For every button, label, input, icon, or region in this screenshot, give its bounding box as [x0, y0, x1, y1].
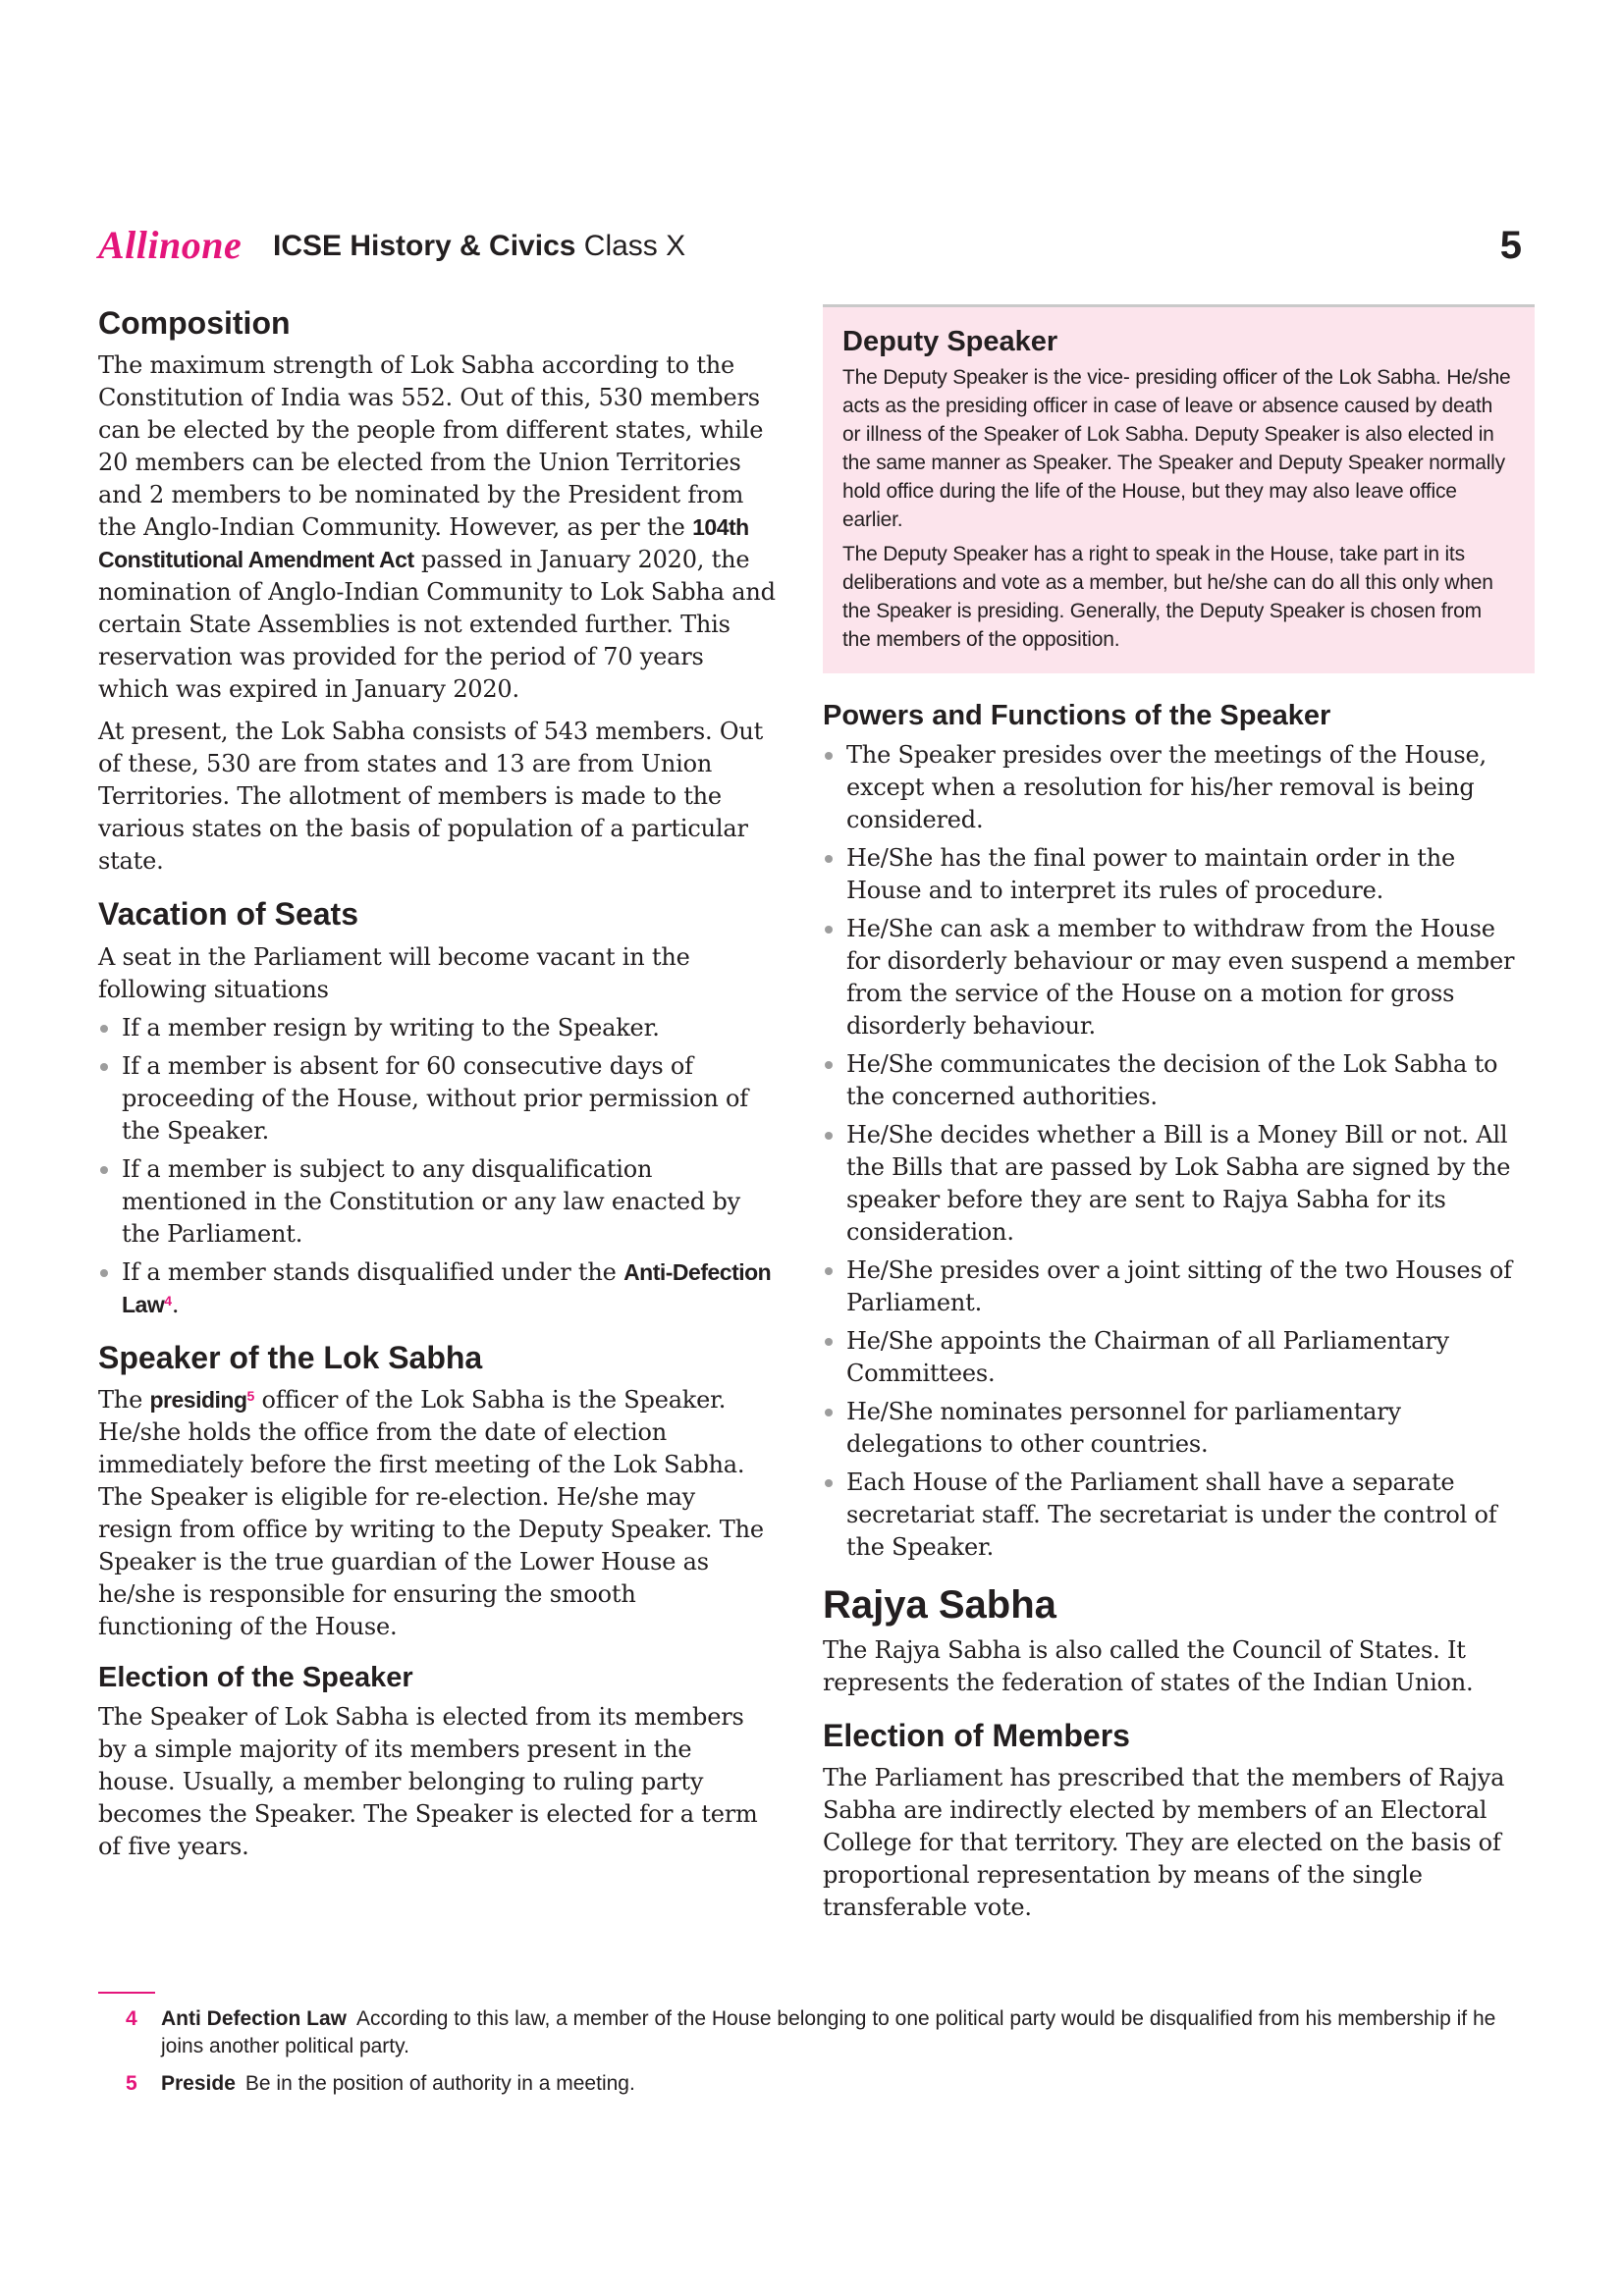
list-item: He/She presides over a joint sitting of the two Houses of Parliament.: [823, 1255, 1535, 1319]
footnote-text: According to this law, a member of the House belonging to one political party would be disqualified from his membership if he joins another political party.: [161, 2007, 1496, 2057]
composition-paragraph-1: The maximum strength of Lok Sabha according to the Constitution of India was 552. Out of this, 530 members can be elected by the people from different states, while 20 members can be elected from the Union Territories and 2 members to be nominated by the President from the Anglo-Indian Community. However, as per the 104th Constitutional Amendment Act passed in January 2020, the nomination of Anglo-Indian Community to Lok Sabha and certain State Assemblies is not extended further. This reservation was provided for the period of 70 years which was expired in January 2020.: [98, 351, 776, 704]
speaker-heading: Speaker of the Lok Sabha: [98, 1339, 483, 1375]
footnote-5: [126, 2070, 1520, 2098]
brand-logo: Allinone: [98, 223, 243, 267]
election-members-heading: Election of Members: [823, 1717, 1130, 1753]
footnote-term: Anti Defection Law: [161, 2007, 348, 2030]
footnotes: [126, 2005, 1520, 2108]
list-item: He/She can ask a member to withdraw from the House for disorderly behaviour or may even suspend a member from the service of the House on a motion for gross disorderly behaviour.: [823, 913, 1535, 1042]
deputy-paragraph-1: The Deputy Speaker is the vice- presiding officer of the Lok Sabha. He/she acts as the presiding officer in case of leave or absence caused by death or illness of the Speaker of Lok Sabha. Deputy Speaker is also elected in the same manner as Speaker. The Speaker and Deputy Speaker normally hold office during the life of the House, but they may also leave office earlier.: [842, 365, 1511, 531]
page-header: [98, 222, 1532, 281]
list-item: He/She decides whether a Bill is a Money Bill or not. All the Bills that are passed by Lok Sabha are signed by the speaker before they are sent to Rajya Sabha for its consideration.: [823, 1119, 1535, 1249]
list-item: If a member is absent for 60 consecutive days of proceeding of the House, without prior permission of the Speaker.: [98, 1050, 776, 1148]
list-item: The Speaker presides over the meetings of the House, except when a resolution for his/her removal is being considered.: [823, 739, 1535, 836]
footnote-number: 5: [126, 2072, 137, 2095]
list-item: He/She has the final power to maintain order in the House and to interpret its rules of procedure.: [823, 842, 1535, 907]
vacation-heading: Vacation of Seats: [98, 896, 358, 933]
deputy-heading: Deputy Speaker: [842, 326, 1058, 357]
list-item: If a member resign by writing to the Speaker.: [98, 1012, 776, 1044]
rajya-sabha-paragraph: The Rajya Sabha is also called the Council of States. It represents the federation of states of the Indian Union.: [823, 1635, 1474, 1696]
footnote-text: Be in the position of authority in a meeting.: [244, 2072, 635, 2095]
rajya-sabha-section: [823, 1581, 1535, 1699]
election-speaker-heading: Election of the Speaker: [98, 1662, 413, 1694]
speaker-section: [98, 1339, 776, 1643]
list-item: He/She nominates personnel for parliamentary delegations to other countries.: [823, 1396, 1535, 1461]
footnote-divider: [98, 1992, 155, 1994]
page-number: 5: [1499, 224, 1522, 267]
speaker-paragraph: The presiding$^5$ officer of the Lok Sabha is the Speaker. He/she holds the office from the date of election immediately before the first meeting of the Lok Sabha. The Speaker is eligible for re-election. He/she may resign from office by writing to the Deputy Speaker. The Speaker is the true guardian of the Lower House as he/she is responsible for ensuring the smooth functioning of the House.: [98, 1386, 764, 1641]
composition-heading: Composition: [98, 305, 291, 341]
book-title: ICSE History & Civics Class X: [273, 230, 686, 262]
list-item: If a member is subject to any disqualification mentioned in the Constitution or any law enacted by the Parliament.: [98, 1153, 776, 1251]
rajya-sabha-heading: Rajya Sabha: [823, 1582, 1056, 1627]
deputy-speaker-box: [823, 304, 1535, 673]
powers-heading: Powers and Functions of the Speaker: [823, 699, 1331, 731]
list-item: Each House of the Parliament shall have a separate secretariat staff. The secretariat is under the control of the Speaker.: [823, 1467, 1535, 1564]
deputy-paragraph-2: The Deputy Speaker has a right to speak in the House, take part in its deliberations and vote as a member, but he/she can do all this only when the Speaker is presiding. Generally, the Deputy Speaker is chosen from the members of the opposition.: [842, 542, 1493, 651]
powers-list: [823, 739, 1535, 1564]
footnote-term: Preside: [161, 2072, 236, 2095]
election-speaker-section: [98, 1661, 776, 1863]
right-column: [823, 304, 1535, 1942]
composition-section: [98, 304, 776, 878]
list-item: He/She appoints the Chairman of all Parliamentary Committees.: [823, 1325, 1535, 1390]
election-members-paragraph: The Parliament has prescribed that the members of Rajya Sabha are indirectly elected by members of an Electoral College for that territory. They are elected on the basis of proportional representation by means of the single transferable vote.: [823, 1763, 1505, 1921]
composition-paragraph-2: At present, the Lok Sabha consists of 543 members. Out of these, 530 are from states and 13 are from Union Territories. The allotment of members is made to the various states on the basis of population of a particular state.: [98, 718, 764, 876]
election-members-section: [823, 1717, 1535, 1924]
election-speaker-paragraph: The Speaker of Lok Sabha is elected from its members by a simple majority of its members present in the house. Usually, a member belonging to ruling party becomes the Speaker. The Speaker is elected for a term of five years.: [98, 1702, 758, 1860]
list-item: If a member stands disqualified under the Anti-Defection Law$^4$.: [98, 1256, 776, 1321]
footnote-number: 4: [126, 2007, 137, 2030]
vacation-intro: A seat in the Parliament will become vacant in the following situations: [98, 942, 690, 1003]
left-column: [98, 304, 776, 1881]
list-item: He/She communicates the decision of the Lok Sabha to the concerned authorities.: [823, 1048, 1535, 1113]
footnote-4: [126, 2005, 1520, 2060]
powers-section: [823, 699, 1535, 1564]
vacation-list: [98, 1012, 776, 1321]
vacation-section: [98, 895, 776, 1320]
